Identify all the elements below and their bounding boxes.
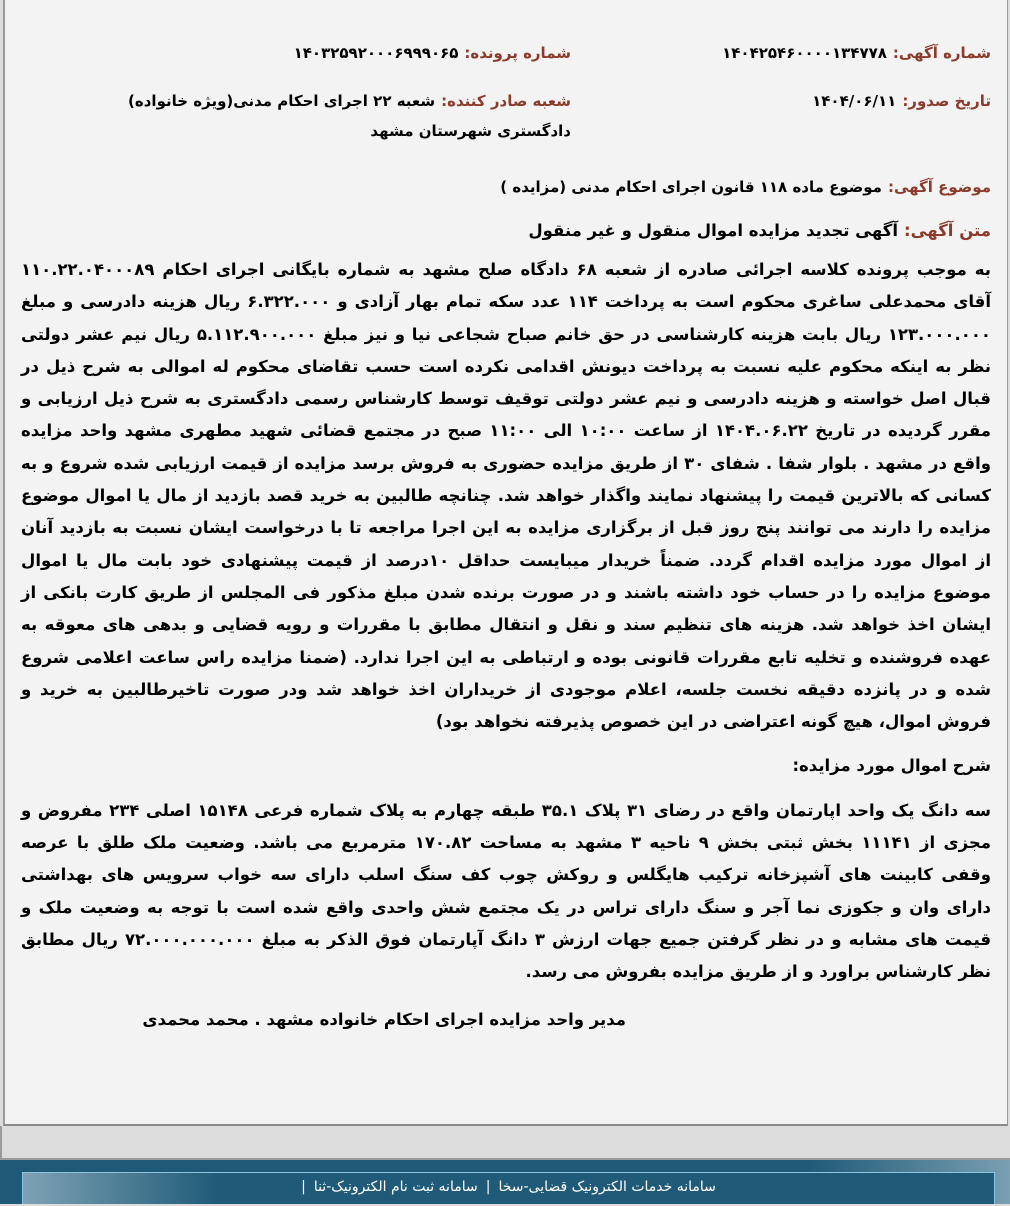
footer-link-sakha[interactable]: سامانه خدمات الکترونیک قضایی-سخا	[498, 1179, 716, 1195]
notice-paragraph: به موجب پرونده کلاسه اجرائی صادره از شعبه ۶۸ دادگاه صلح مشهد به شماره بایگانی اجرای احکام ۱۱۰.۲۲.۰۴۰۰۰۸۹ آقای محمدعلی ساغری محکوم است به پرداخت ۱۱۴ عدد سکه تمام بهار آزادی و ۶.۳۲۲.۰۰۰ ریال هزینه دادرسی و مبلغ ۱۲۳.۰۰۰.۰۰۰ ریال بابت هزینه کارشناسی در حق خانم صباح شجاعی نیا و نیز مبلغ ۵.۱۱۲.۹۰۰.۰۰۰ ریال نیم عشر دولتی نظر به اینکه محکوم علیه نسبت به پرداخت دیونش اقدامی نکرده است حسب تقاضای محکوم له اموالی به شرح ذیل در قبال اصل خواسته و هزینه دادرسی و نیم عشر دولتی توقیف توسط کارشناس رسمی دادگستری به شرح ذیل ارزیابی و مقرر گردیده در تاریخ ۱۴۰۴.۰۶.۲۲ از ساعت ۱۰:۰۰ الی ۱۱:۰۰ صبح در مجتمع قضائی شهید مطهری مشهد واحد مزایده واقع در مشهد . بلوار شفا . شفای ۳۰ از طریق مزایده حضوری به فروش برسد مزایده از قیمت ارزیابی شده شروع و به کسانی که بالاترین قیمت را پیشنهاد نمایند واگذار خواهد شد. چنانچه طالبین به خرید قصد بازدید از مال یا اموال موضوع مزایده را دارند می توانند پنج روز قبل از برگزاری مزایده به این اجرا مراجعه تا با درخواست ایشان نسبت به بازدید آنان از اموال مورد مزایده اقدام گردد. ضمناً خریدار میبایست حداقل ۱۰درصد از قیمت پیشنهادی خود بابت مال یا اموال موضوع مزایده را در حساب خود داشته باشند و در صورت برنده شدن مبلغ مذکور فی المجلس از طریق کارت بانکی از ایشان اخذ خواهد شد. هزینه های تنظیم سند و نقل و انتقال مطابق با مقررات و رویه قضایی و بدهی های معوقه به عهده فروشنده و تخلیه تابع مقررات قانونی بوده و ارتباطی به این اجرا ندارد. (ضمنا مزایده راس ساعت اعلامی شروع شده و در پانزده دقیقه نخست جلسه، اعلام موجودی از خریداران اخذ خواهد شد ودر صورت تاخیرطالبین به خرید و فروش اموال، هیچ گونه اعتراضی در این خصوص پذیرفته نخواهد بود)	[21, 260, 992, 732]
text-title: آگهی تجدید مزایده اموال منقول و غیر منقول	[528, 221, 899, 240]
signature: مدیر واحد مزایده اجرای احکام خانواده مشهد . محمد محمدی	[142, 1009, 626, 1029]
issue-date-field	[571, 86, 991, 116]
footer-separator: |	[485, 1179, 491, 1195]
subject-value: موضوع ماده ۱۱۸ قانون اجرای احکام مدنی (مزایده )	[500, 178, 882, 196]
branch-label: شعبه صادر کننده:	[441, 92, 571, 110]
description-heading: شرح اموال مورد مزایده:	[792, 756, 991, 776]
footer-separator: |	[301, 1179, 306, 1195]
case-number-value: ۱۴۰۳۲۵۹۲۰۰۰۶۹۹۹۰۶۵	[293, 44, 459, 62]
header-row-1	[21, 38, 991, 68]
text-title-field	[21, 216, 991, 246]
ad-number-label: شماره آگهی:	[892, 44, 991, 62]
description-paragraph: سه دانگ یک واحد اپارتمان واقع در رضای ۳۱ پلاک ۳۵.۱ طبقه چهارم به پلاک شماره فرعی ۱۵۱۴۸ اصلی ۲۳۴ مفروض و مجزی از ۱۱۱۴۱ بخش ثبتی بخش ۹ ناحیه ۳ مشهد به مساحت ۱۷۰.۸۲ مترمربع می باشد. وضعیت ملک طلق با عرصه وقفی کابینت های آشپزخانه ترکیب هایگلس و روکش چوب کف سنگ اسلب دارای سه خواب سرویس های بهداشتی دارای وان و جکوزی نما آجر و سنگ دارای تراس در یک مجتمع شش واحدی واقع شده است با توجه به وضعیت ملک و قیمت های مشابه و در نظر گرفتن جمیع جهات ارزش ۳ دانگ آپارتمان فوق الذکر به مبلغ ۷۲.۰۰۰.۰۰۰.۰۰۰ ریال مطابق نظر کارشناس براورد و از طریق مزایده بفروش می رسد.	[21, 800, 992, 982]
description-section	[21, 750, 991, 782]
notice-panel	[3, 0, 1008, 1126]
footer-link-sana[interactable]: سامانه ثبت نام الکترونیک-ثنا	[313, 1179, 478, 1195]
ad-number-field	[571, 38, 991, 68]
notice-body	[21, 254, 991, 738]
footer	[0, 1160, 1010, 1204]
text-label: متن آگهی:	[904, 221, 991, 240]
case-number-label: شماره پرونده:	[464, 44, 571, 62]
case-number-field	[21, 38, 571, 68]
subject-field	[21, 172, 991, 202]
ad-number-value: ۱۴۰۴۲۵۴۶۰۰۰۰۱۳۴۷۷۸	[722, 44, 887, 62]
subject-label: موضوع آگهی:	[887, 178, 991, 196]
footer-links	[22, 1172, 995, 1204]
spacer-strip	[0, 1126, 1010, 1160]
header-row-2	[21, 86, 991, 146]
branch-value: شعبه ۲۲ اجرای احکام مدنی(ویژه خانواده) دادگستری شهرستان مشهد	[128, 92, 571, 140]
branch-field	[81, 86, 571, 146]
issue-date-label: تاریخ صدور:	[902, 92, 991, 110]
description-body	[21, 795, 991, 989]
issue-date-value: ۱۴۰۴/۰۶/۱۱	[812, 92, 897, 110]
